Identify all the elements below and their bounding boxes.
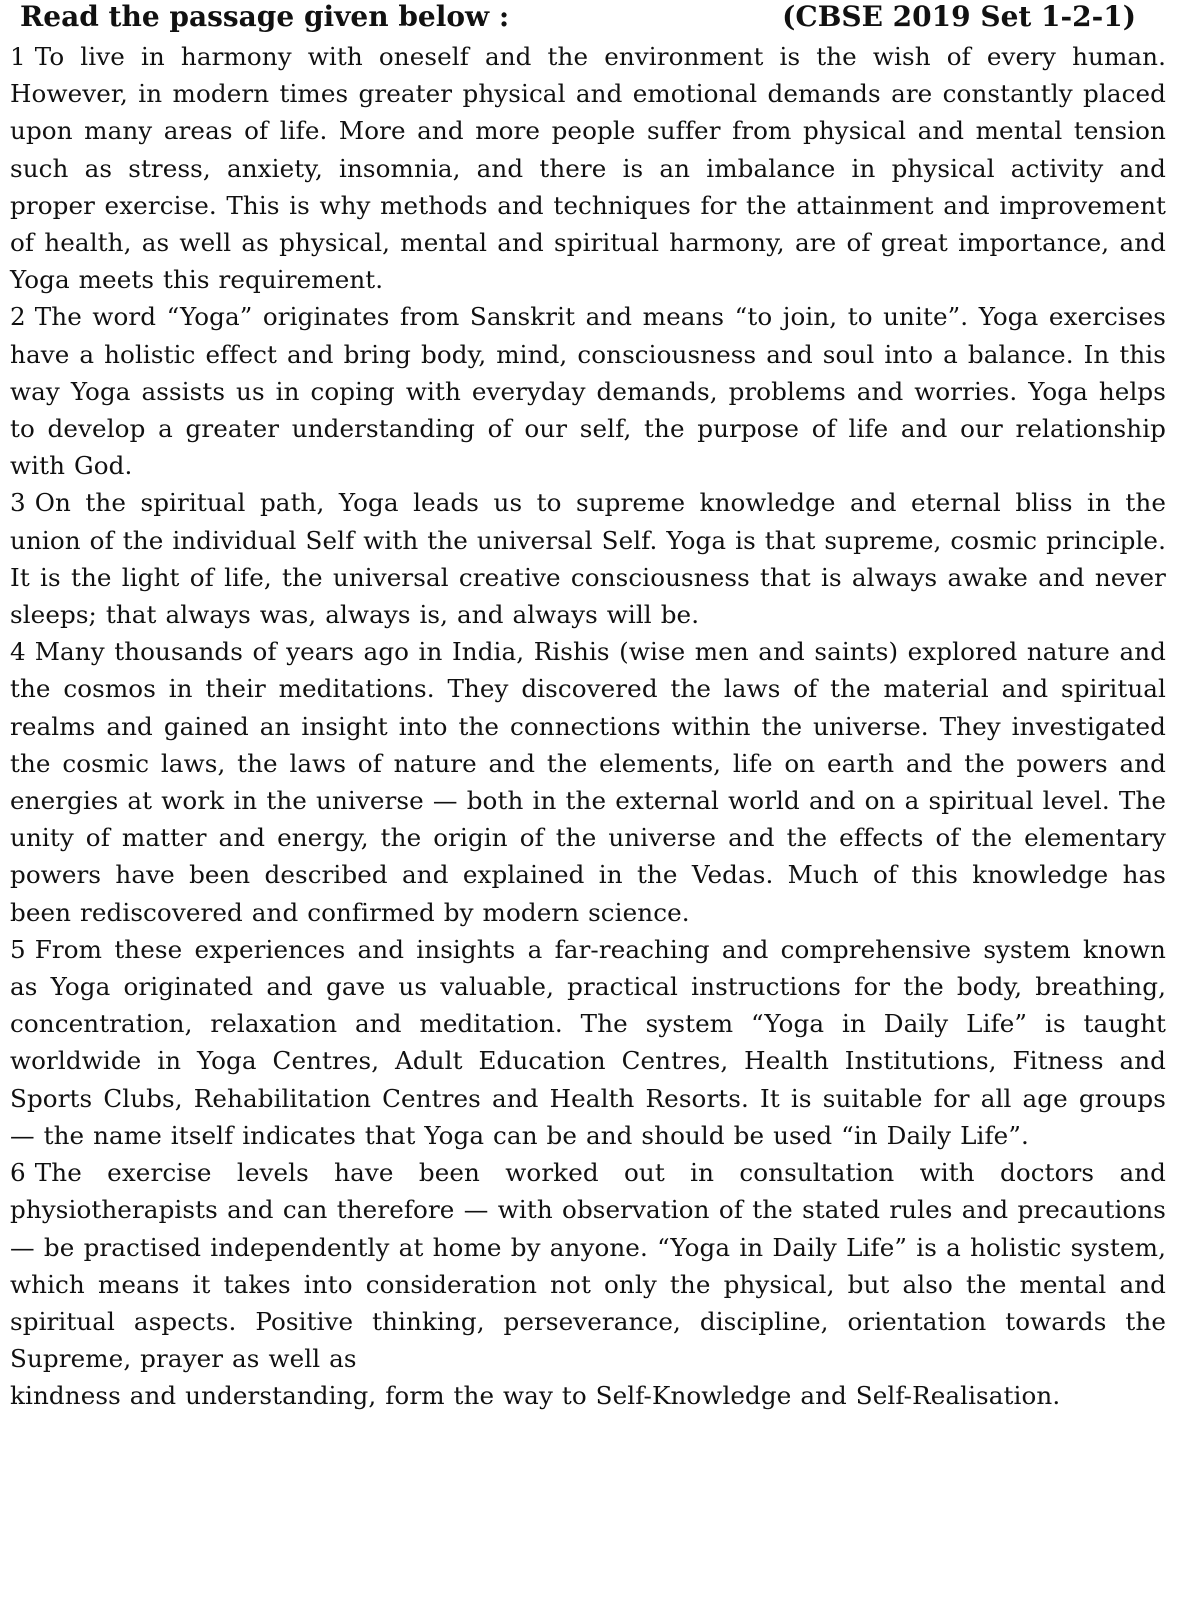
paragraph-number: 5 (10, 934, 26, 964)
source-reference: (CBSE 2019 Set 1-2-1) (782, 0, 1136, 33)
paragraph-1 (10, 38, 1166, 298)
paragraph-3 (10, 484, 1166, 633)
passage-header (10, 0, 1166, 38)
paragraph-text: On the spiritual path, Yoga leads us to supreme knowledge and eternal bliss in the union of the individual Self with the universal Self. Yoga is that supreme, cosmic principle. It is the light of life, the universal creative consciousness that is always awake and never sleeps; that always was, always is, and always will be. (10, 488, 1166, 630)
passage-body (10, 38, 1166, 1415)
paragraph-number: 4 (10, 637, 26, 667)
paragraph-text: kindness and understanding, form the way to Self-Knowledge and Self-Realisation. (10, 1381, 1061, 1411)
paragraph-text: To live in harmony with oneself and the environment is the wish of every human. However, in modern times greater physical and emotional demands are constantly placed upon many areas of life. More and more people suffer from physical and mental tension such as stress, anxiety, insomnia, and there is an imbalance in physical activity and proper exercise. This is why methods and techniques for the attainment and improvement of health, as well as physical, mental and spiritual harmony, are of great importance, and Yoga meets this requirement. (10, 42, 1166, 295)
paragraph-2 (10, 298, 1166, 484)
paragraph-6 (10, 1154, 1166, 1377)
paragraph-number: 1 (10, 42, 26, 71)
paragraph-number: 3 (10, 488, 26, 518)
paragraph-text: From these experiences and insights a far-reaching and comprehensive system known as Yoga originated and gave us valuable, practical instructions for the body, breathing, concentration, relaxation and meditation. The system “Yoga in Daily Life” is taught worldwide in Yoga Centres, Adult Education Centres, Health Institutions, Fitness and Sports Clubs, Rehabilitation Centres and Health Resorts. It is suitable for all age groups — the name itself indicates that Yoga can be and should be used “in Daily Life”. (10, 934, 1166, 1150)
paragraph-4 (10, 633, 1166, 931)
paragraph-6-continuation (10, 1377, 1166, 1414)
paragraph-text: The word “Yoga” originates from Sanskrit and means “to join, to unite”. Yoga exercises have a holistic effect and bring body, mind, consciousness and soul into a balance. In this way Yoga assists us in coping with everyday demands, problems and worries. Yoga helps to develop a greater understanding of our self, the purpose of life and our relationship with God. (10, 302, 1166, 481)
paragraph-number: 6 (10, 1158, 26, 1188)
paragraph-5 (10, 931, 1166, 1154)
paragraph-number: 2 (10, 302, 26, 332)
paragraph-text: The exercise levels have been worked out in consultation with doctors and physiotherapists and can therefore — with observation of the stated rules and precautions — be practised independently at home by anyone. “Yoga in Daily Life” is a holistic system, which means it takes into consideration not only the physical, but also the mental and spiritual aspects. Positive thinking, perseverance, discipline, orientation towards the Supreme, prayer as well as (10, 1158, 1166, 1374)
paragraph-text: Many thousands of years ago in India, Rishis (wise men and saints) explored nature and the cosmos in their meditations. They discovered the laws of the material and spiritual realms and gained an insight into the connections within the universe. They investigated the cosmic laws, the laws of nature and the elements, life on earth and the powers and energies at work in the universe — both in the external world and on a spiritual level. The unity of matter and energy, the origin of the universe and the effects of the elementary powers have been described and explained in the Vedas. Much of this knowledge has been rediscovered and confirmed by modern science. (10, 637, 1166, 927)
passage-heading: Read the passage given below : (20, 0, 510, 33)
